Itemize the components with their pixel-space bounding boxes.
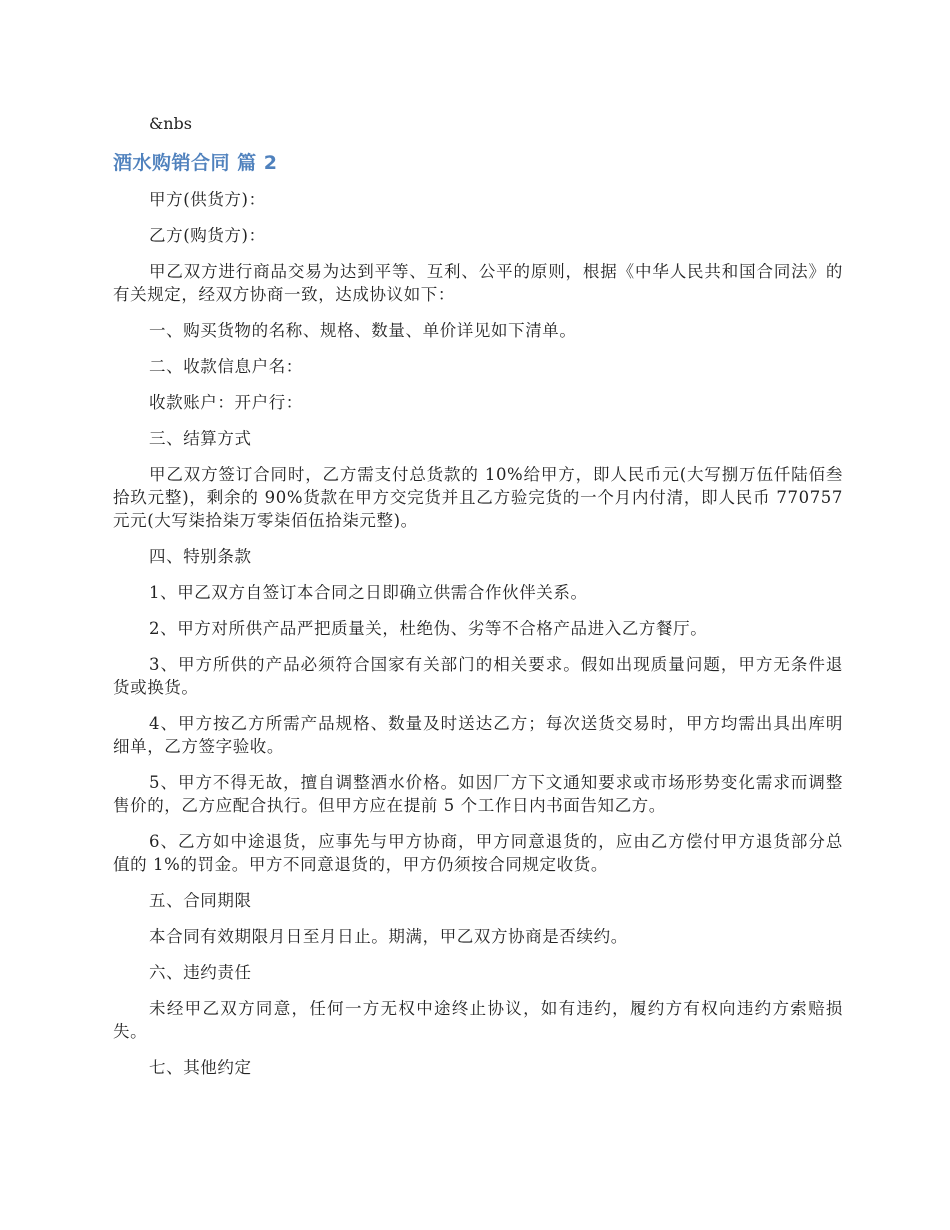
clause-goods: 一、购买货物的名称、规格、数量、单价详见如下清单。: [149, 321, 577, 340]
clause-term-body: 本合同有效期限月日至月日止。期满，甲乙双方协商是否续约。: [149, 927, 628, 946]
party-a-line: 甲方(供货方)：: [149, 190, 266, 209]
clause-settlement-title: 三、结算方式: [149, 429, 252, 448]
special-item-3: 3、甲方所供的产品必须符合国家有关部门的相关要求。假如出现质量问题，甲方无条件退货或换货。: [113, 655, 843, 697]
special-item-4: 4、甲方按乙方所需产品规格、数量及时送达乙方；每次送货交易时，甲方均需出具出库明细单，乙方签字验收。: [113, 714, 843, 756]
special-item-5: 5、甲方不得无故，擅自调整酒水价格。如因厂方下文通知要求或市场形势变化需求而调整售价的，乙方应配合执行。但甲方应在提前 5 个工作日内书面告知乙方。: [113, 773, 843, 815]
special-item-6: 6、乙方如中途退货，应事先与甲方协商，甲方同意退货的，应由乙方偿付甲方退货部分总值的 1%的罚金。甲方不同意退货的，甲方仍须按合同规定收货。: [113, 832, 843, 874]
document-body: [113, 112, 843, 1092]
clause-term-title: 五、合同期限: [149, 891, 252, 910]
special-item-1: 1、甲乙双方自签订本合同之日即确立供需合作伙伴关系。: [149, 583, 588, 602]
top-fragment-text: &nbs: [149, 114, 192, 133]
clause-settlement-body: 甲乙双方签订合同时，乙方需支付总货款的 10%给甲方，即人民币元(大写捌万伍仟陆佰叁拾玖元整)，剩余的 90%货款在甲方交完货并且乙方验完货的一个月内付清，即人民币 770757 元元(大写柒拾柒万零柒佰伍拾柒元整)。: [113, 465, 843, 530]
clause-special-title: 四、特别条款: [149, 547, 252, 566]
section-heading: 酒水购销合同 篇 2: [113, 152, 278, 174]
special-item-2: 2、甲方对所供产品严把质量关，杜绝伪、劣等不合格产品进入乙方餐厅。: [149, 619, 708, 638]
clause-other-title: 七、其他约定: [149, 1058, 252, 1077]
clause-payee-name: 二、收款信息户名：: [149, 357, 303, 376]
clause-breach-body: 未经甲乙双方同意，任何一方无权中途终止协议，如有违约，履约方有权向违约方索赔损失。: [113, 999, 843, 1041]
party-b-line: 乙方(购货方)：: [149, 226, 266, 245]
clause-payee-account: 收款账户：开户行：: [149, 393, 303, 412]
clause-breach-title: 六、违约责任: [149, 963, 252, 982]
preamble-paragraph: 甲乙双方进行商品交易为达到平等、互利、公平的原则，根据《中华人民共和国合同法》的有关规定，经双方协商一致，达成协议如下：: [113, 262, 843, 304]
